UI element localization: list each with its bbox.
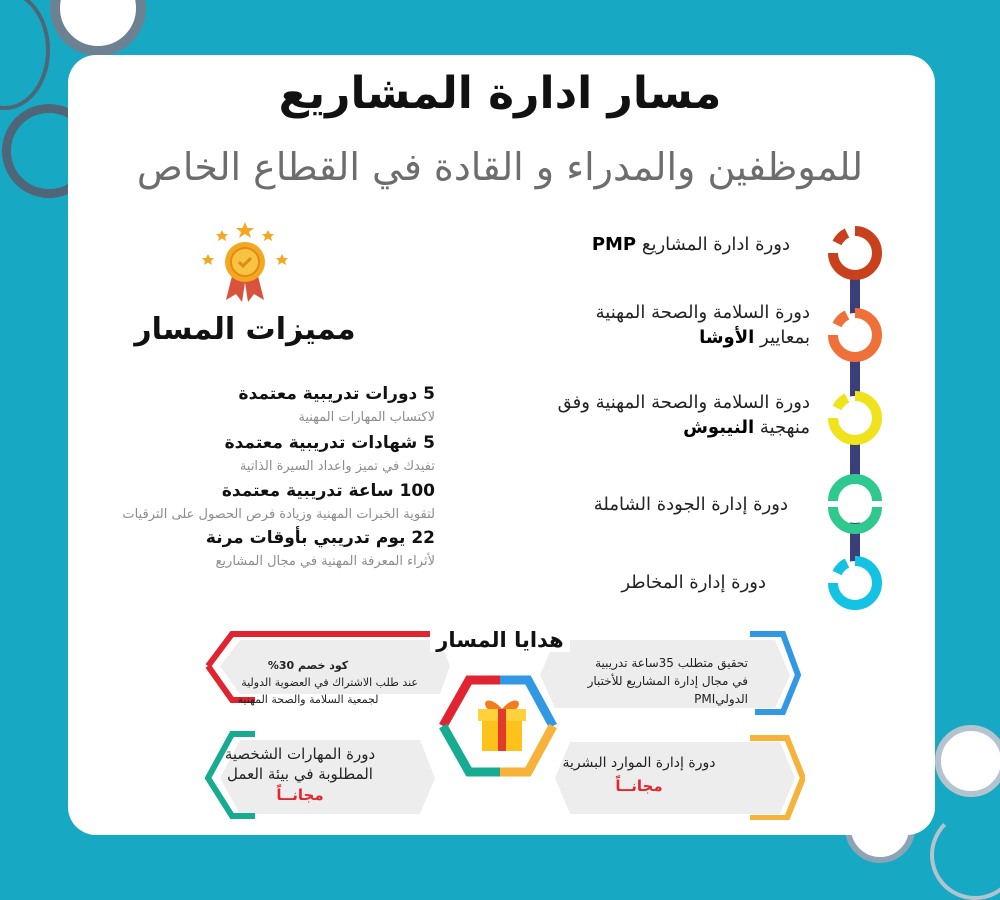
course-timeline <box>815 215 895 625</box>
gift-text-bottom-right <box>524 752 754 798</box>
gift-line-bold: كود خصم 30% <box>267 659 349 672</box>
gift-line: تحقيق متطلب 35ساعة تدريبية <box>595 656 748 670</box>
decor-ring-bottom <box>930 810 1000 900</box>
course-label-bold: الأوشا <box>699 327 755 349</box>
gift-text-bottom-left <box>190 744 410 805</box>
page-title: مسار ادارة المشاريع <box>278 68 722 119</box>
gift-line: لجمعية السلامة والصحة المهنية <box>237 693 379 707</box>
feature-sub-2: تفيدك في تميز واعداد السيرة الذاتية <box>239 459 435 474</box>
course-label-bold: PMP <box>591 234 637 255</box>
course-label-bold: النيبوش <box>683 417 755 439</box>
gift-line: دورة المهارات الشخصية <box>224 745 376 763</box>
course-ring-2 <box>833 313 877 357</box>
features-title: مميزات المسار <box>134 312 356 347</box>
feature-title-2: 5 شهادات تدريبية معتمدة <box>224 433 435 453</box>
course-label: دورة إدارة الجودة الشاملة <box>593 494 788 515</box>
feature-sub-3: لتقوية الخبرات المهنية وزيادة فرص الحصول على الترقيات <box>122 507 435 522</box>
course-ring-1 <box>833 231 877 275</box>
gift-line: المطلوبة في بيئة العمل <box>227 765 373 784</box>
course-ring-4 <box>833 479 877 529</box>
course-label-2: منهجية <box>759 417 810 439</box>
gift-line: عند طلب الاشتراك في العضوية الدولية <box>241 676 418 690</box>
course-label-2: بمعايير <box>760 327 810 349</box>
course-item-quality <box>468 492 788 517</box>
gifts-title: هدايا المسار <box>430 628 570 652</box>
gift-text-top-left <box>198 657 418 708</box>
course-ring-5 <box>833 561 877 605</box>
feature-title-4: 22 يوم تدريبي بأوقات مرنة <box>205 528 435 548</box>
course-ring-3 <box>833 396 877 440</box>
course-item-risk <box>446 570 766 595</box>
gift-line: دورة إدارة الموارد البشرية <box>562 755 716 771</box>
free-badge: مجانــاً <box>615 777 663 796</box>
course-label: دورة إدارة المخاطر <box>621 572 766 593</box>
feature-sub-1: لاكتساب المهارات المهنية <box>298 410 435 425</box>
decor-circle-top <box>50 0 146 56</box>
course-item-osha <box>490 300 810 350</box>
course-label: دورة السلامة والصحة المهنية <box>595 302 810 323</box>
gift-line: الدوليPMI <box>694 692 748 706</box>
medal-star-icon <box>200 220 290 305</box>
page-subtitle: للموظفين والمدراء و القادة في القطاع الخاص <box>136 145 864 189</box>
feature-sub-4: لأثراء المعرفة المهنية في مجال المشاريع <box>215 554 435 569</box>
decor-circle-bottom-right <box>935 725 1000 797</box>
course-label: دورة السلامة والصحة المهنية وفق <box>557 392 810 413</box>
feature-title-3: 100 ساعة تدريبية معتمدة <box>221 481 435 501</box>
gift-text-top-right <box>518 654 748 708</box>
course-label: دورة ادارة المشاريع <box>641 234 790 255</box>
free-badge: مجانــاً <box>276 785 324 804</box>
feature-title-1: 5 دورات تدريبية معتمدة <box>238 384 435 404</box>
course-item-pmp <box>470 232 790 257</box>
gift-line: في مجال إدارة المشاريع للأختبار <box>587 674 748 688</box>
course-item-nebosh <box>490 390 810 440</box>
